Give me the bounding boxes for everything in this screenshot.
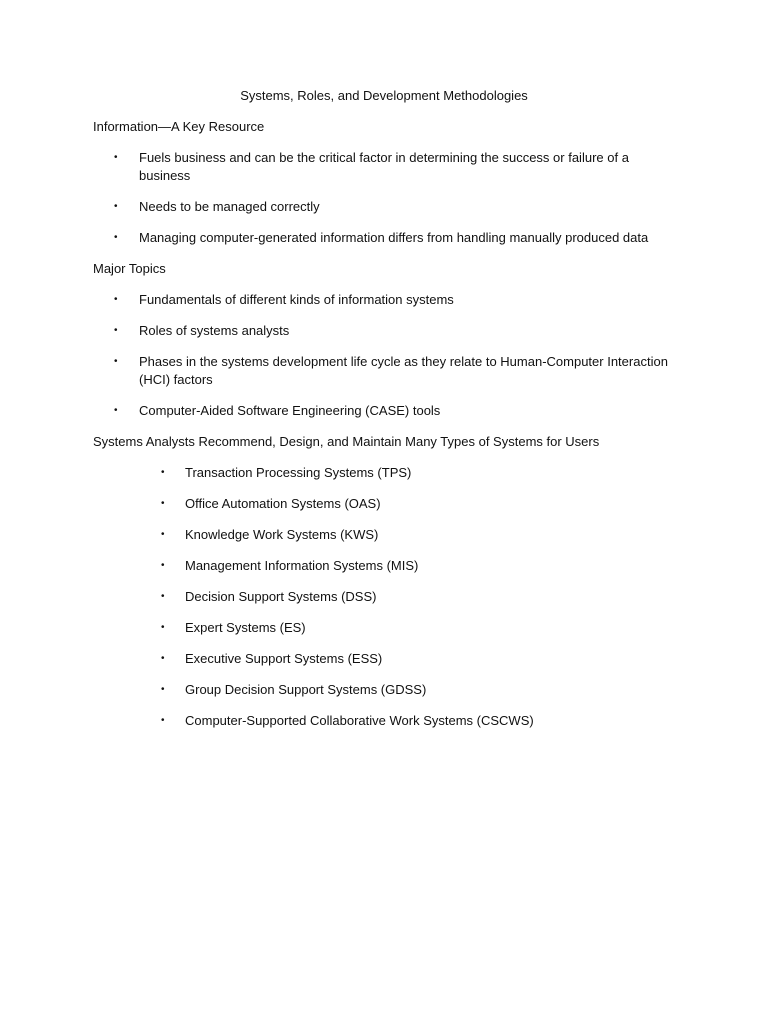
list-item-text: Managing computer-generated information differs from handling manually produced data xyxy=(139,230,649,245)
bullet-icon: • xyxy=(114,152,118,163)
bullet-icon: • xyxy=(114,325,118,336)
bullet-icon: • xyxy=(114,232,118,243)
bullet-icon: • xyxy=(161,591,165,602)
list-item-text: Phases in the systems development life cycle as they relate to Human-Computer Interaction (HCI) factors xyxy=(139,354,668,387)
section-heading-system-types: Systems Analysts Recommend, Design, and Maintain Many Types of Systems for Users xyxy=(93,434,600,449)
list-item-text: Group Decision Support Systems (GDSS) xyxy=(185,682,427,697)
list-item-text: Computer-Aided Software Engineering (CASE) tools xyxy=(139,403,441,418)
bullet-icon: • xyxy=(161,653,165,664)
list-item-text: Fuels business and can be the critical factor in determining the success or failure of a business xyxy=(139,150,629,183)
document-title: Systems, Roles, and Development Methodologies xyxy=(240,88,528,103)
list-item-text: Office Automation Systems (OAS) xyxy=(185,496,381,511)
bullet-icon: • xyxy=(114,294,118,305)
section-heading-information: Information—A Key Resource xyxy=(93,119,265,134)
list-item-text: Needs to be managed correctly xyxy=(139,199,320,214)
bullet-icon: • xyxy=(161,684,165,695)
bullet-icon: • xyxy=(114,201,118,212)
bullet-icon: • xyxy=(161,467,165,478)
list-item-text: Expert Systems (ES) xyxy=(185,620,306,635)
list-item-text: Fundamentals of different kinds of information systems xyxy=(139,292,454,307)
list-item-text: Decision Support Systems (DSS) xyxy=(185,589,377,604)
bullet-icon: • xyxy=(114,356,118,367)
bullet-icon: • xyxy=(161,715,165,726)
list-item-text: Knowledge Work Systems (KWS) xyxy=(185,527,379,542)
bullet-icon: • xyxy=(161,560,165,571)
list-item-text: Roles of systems analysts xyxy=(139,323,290,338)
list-item-text: Computer-Supported Collaborative Work Systems (CSCWS) xyxy=(185,713,534,728)
bullet-icon: • xyxy=(161,498,165,509)
list-item-text: Management Information Systems (MIS) xyxy=(185,558,419,573)
list-item-text: Executive Support Systems (ESS) xyxy=(185,651,383,666)
bullet-icon: • xyxy=(161,622,165,633)
bullet-icon: • xyxy=(114,405,118,416)
section-heading-major-topics: Major Topics xyxy=(93,261,166,276)
bullet-icon: • xyxy=(161,529,165,540)
list-item-text: Transaction Processing Systems (TPS) xyxy=(185,465,412,480)
